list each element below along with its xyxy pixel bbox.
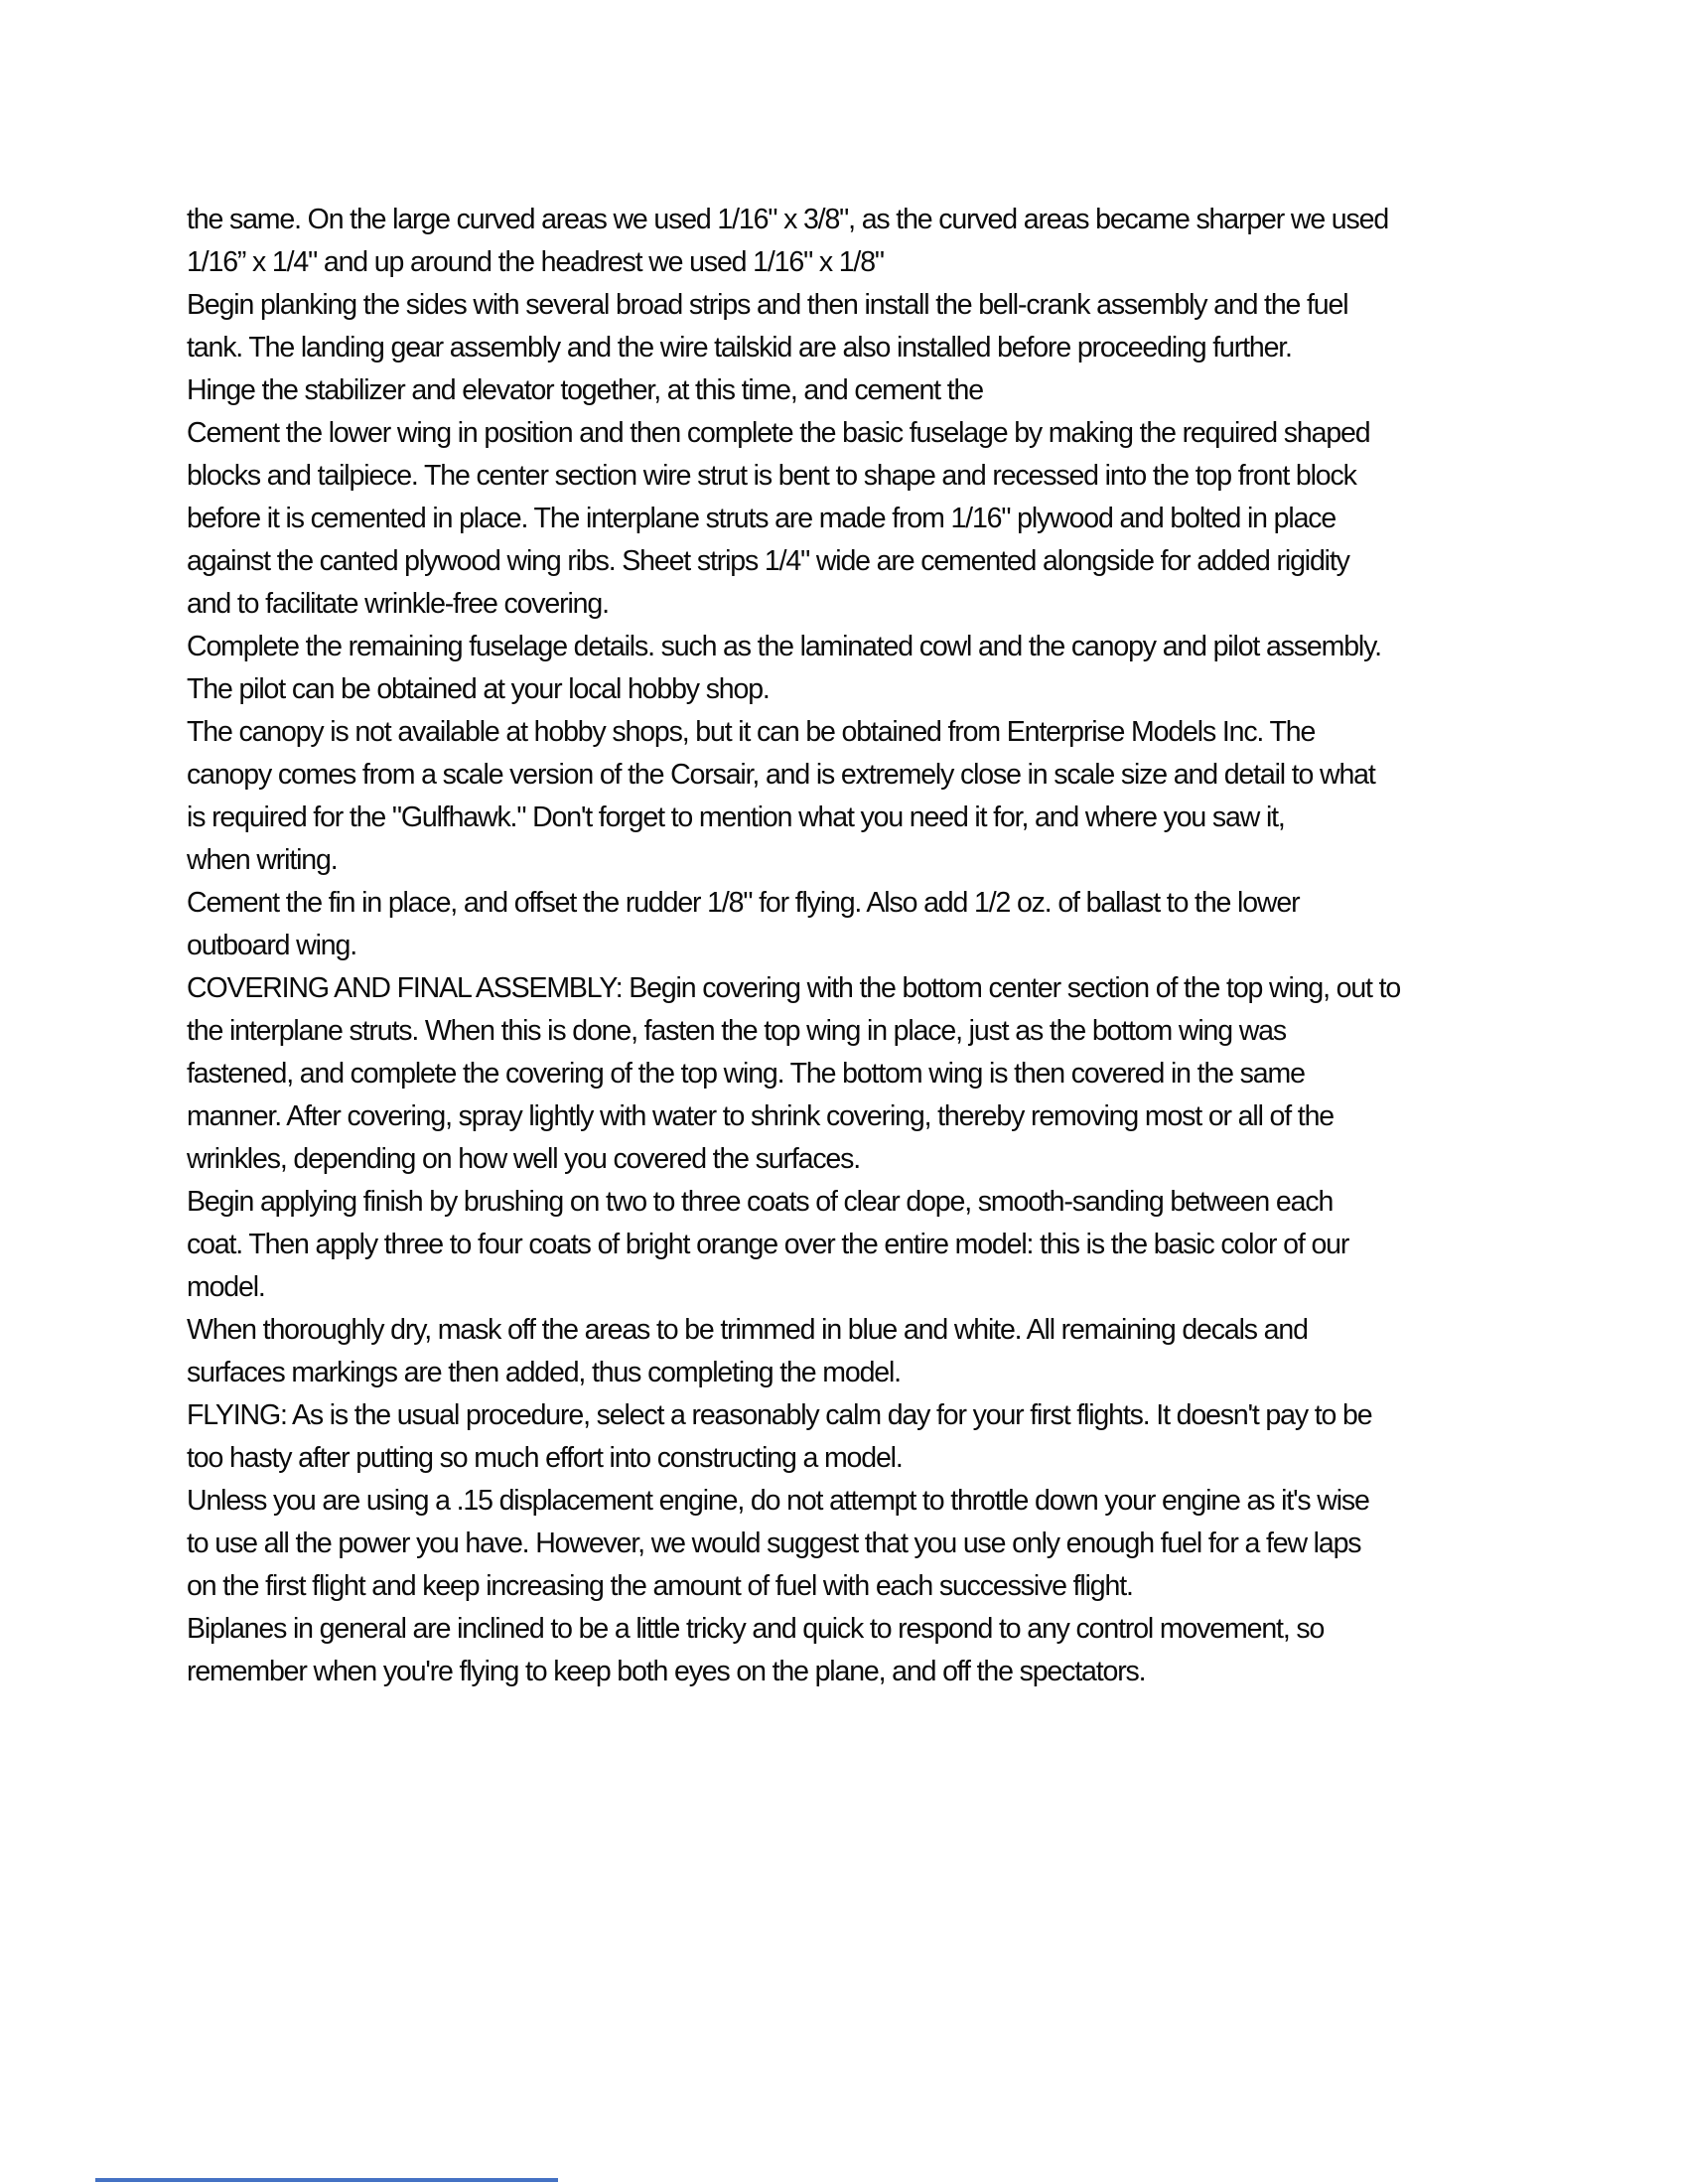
text-line: 1/16” x 1/4" and up around the headrest we used 1/16" x 1/8" (187, 246, 884, 278)
text-line: FLYING: As is the usual procedure, select a reasonably calm day for your first flights. It doesn't pay to be (187, 1399, 1372, 1431)
text-line: before it is cemented in place. The interplane struts are made from 1/16" plywood and bolted in place (187, 503, 1336, 534)
text-line: The pilot can be obtained at your local hobby shop. (187, 673, 770, 705)
text-line: Unless you are using a .15 displacement engine, do not attempt to throttle down your engine as it's wise (187, 1485, 1369, 1517)
text-line: Cement the lower wing in position and then complete the basic fuselage by making the required shaped (187, 417, 1370, 449)
text-line: and to facilitate wrinkle-free covering. (187, 588, 609, 620)
text-line: Biplanes in general are inclined to be a little tricky and quick to respond to any control movement, so (187, 1613, 1325, 1645)
text-line: when writing. (187, 844, 338, 876)
text-line: fastened, and complete the covering of the top wing. The bottom wing is then covered in the same (187, 1058, 1305, 1090)
text-line: Cement the fin in place, and offset the rudder 1/8" for flying. Also add 1/2 oz. of ballast to the lower (187, 887, 1300, 919)
text-line: blocks and tailpiece. The center section wire strut is bent to shape and recessed into the top front block (187, 460, 1356, 492)
text-line: Hinge the stabilizer and elevator together, at this time, and cement the (187, 374, 983, 406)
text-line: remember when you're flying to keep both eyes on the plane, and off the spectators. (187, 1656, 1146, 1687)
text-line: too hasty after putting so much effort into constructing a model. (187, 1442, 903, 1474)
text-line: to use all the power you have. However, we would suggest that you use only enough fuel for a few laps (187, 1528, 1361, 1559)
document-text-block (187, 199, 1577, 1693)
text-line: wrinkles, depending on how well you covered the surfaces. (187, 1143, 861, 1175)
text-line: on the first flight and keep increasing the amount of fuel with each successive flight. (187, 1570, 1133, 1602)
text-line: surfaces markings are then added, thus completing the model. (187, 1357, 901, 1388)
text-line: manner. After covering, spray lightly with water to shrink covering, thereby removing most or all of the (187, 1100, 1335, 1132)
text-line: When thoroughly dry, mask off the areas to be trimmed in blue and white. All remaining decals and (187, 1314, 1308, 1346)
text-line: the same. On the large curved areas we used 1/16" x 3/8", as the curved areas became sharper we used (187, 204, 1389, 235)
text-line: Begin applying finish by brushing on two to three coats of clear dope, smooth-sanding between each (187, 1186, 1334, 1218)
text-line: tank. The landing gear assembly and the wire tailskid are also installed before proceeding further. (187, 332, 1292, 364)
bottom-blue-line (95, 2178, 558, 2182)
text-line: Begin planking the sides with several broad strips and then install the bell-crank assembly and the fuel (187, 289, 1348, 321)
text-line: model. (187, 1271, 265, 1303)
text-line: outboard wing. (187, 930, 357, 961)
text-line: The canopy is not available at hobby shops, but it can be obtained from Enterprise Models Inc. The (187, 716, 1316, 748)
text-line: Complete the remaining fuselage details. such as the laminated cowl and the canopy and pilot assembly. (187, 631, 1381, 662)
text-line: COVERING AND FINAL ASSEMBLY: Begin covering with the bottom center section of the top wing, out to (187, 972, 1401, 1004)
text-line: against the canted plywood wing ribs. Sheet strips 1/4" wide are cemented alongside for added rigidity (187, 545, 1349, 577)
text-line: coat. Then apply three to four coats of bright orange over the entire model: this is the basic color of our (187, 1229, 1349, 1260)
text-line: is required for the "Gulfhawk." Don't forget to mention what you need it for, and where you saw it, (187, 801, 1285, 833)
text-line: the interplane struts. When this is done, fasten the top wing in place, just as the bottom wing was (187, 1015, 1286, 1047)
text-line: canopy comes from a scale version of the Corsair, and is extremely close in scale size and detail to what (187, 759, 1375, 791)
